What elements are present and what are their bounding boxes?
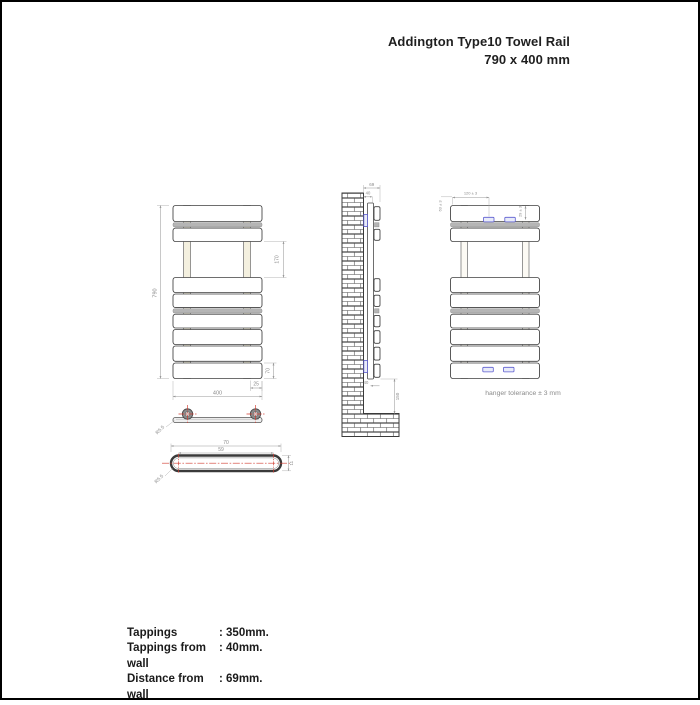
dim-label-hanger-top: 29 ± 3 [517,205,523,218]
front-panels [173,206,262,379]
spec-value: : 69mm. [219,673,263,686]
dim-label-wall-distance: 69 [369,181,375,187]
drawing-title [388,33,570,69]
rear-view [438,191,562,397]
dim-label-section-inner: 59 [218,447,224,453]
dim-label-side-offset: 25 [253,381,259,388]
dim-label-bar-height: 70 [265,368,272,374]
dim-label-section-outer: 70 [223,440,229,446]
dim-label-height: 790 [152,288,159,298]
hanger-tolerance-caption: hanger tolerance ± 3 mm [485,390,561,397]
spec-row-distance-from-wall [127,672,269,703]
dim-label-tapping-wall: 40 [365,190,371,196]
dim-label-section-radius: R5.5 [154,474,165,485]
spec-value: : 350mm. [219,627,269,639]
wall-bracket-bottom [364,361,368,373]
side-bar-ends [374,207,380,378]
side-collector-tube [368,203,374,379]
bar-section-view [154,440,294,485]
wall-bracket-top [364,215,368,227]
front-view [153,206,287,401]
dim-label-width: 400 [212,390,223,397]
dim-label-floor-clearance: 150 [394,392,400,401]
spec-row-tappings [127,626,269,641]
spec-table [127,626,269,703]
dim-label-bottom-wall: 40 [363,380,369,386]
dim-label-gap: 170 [274,255,281,264]
spec-value: : 40mm. [219,642,263,655]
spec-label: Tappings from wall [127,642,207,670]
dim-label-section-depth: 11 [289,460,294,466]
bar-top-view [155,405,265,436]
spec-label: Distance from wall [127,673,204,701]
spec-row-tappings-from-wall [127,641,269,672]
side-view [342,182,400,437]
spec-label: Tappings [127,627,178,639]
rear-panels [451,206,540,379]
dim-label-top-radius: R5.5 [155,425,166,436]
product-name: Addington Type10 Towel Rail [387,34,570,49]
dim-label-hanger-span: 120 ± 3 [463,190,478,196]
product-size: 790 x 400 mm [484,52,570,67]
dim-label-hanger-left: 63 ± 3 [437,200,443,212]
